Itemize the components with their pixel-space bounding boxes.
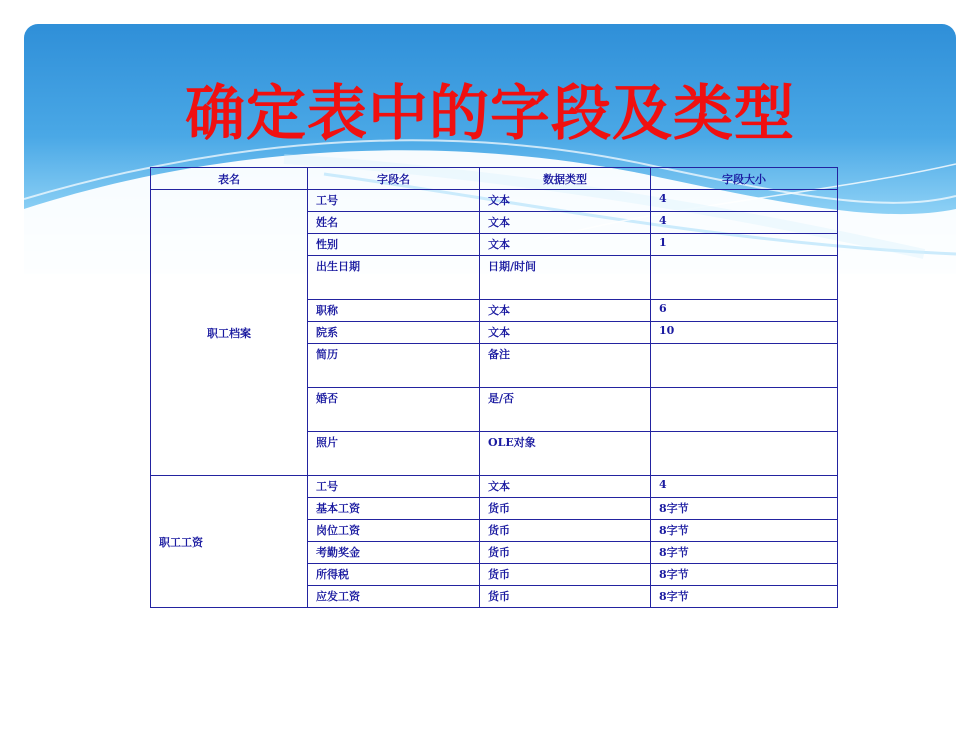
type-cell: 日期/时间 [480,256,651,300]
size-cell: 8字节 [651,564,838,586]
header-table-name: 表名 [151,168,308,190]
size-cell [651,256,838,300]
type-cell: 文本 [480,322,651,344]
field-cell: 简历 [308,344,480,388]
field-cell: 考勤奖金 [308,542,480,564]
field-cell: 职称 [308,300,480,322]
type-cell: 文本 [480,300,651,322]
field-cell: 工号 [308,476,480,498]
field-cell: 出生日期 [308,256,480,300]
table-row [151,476,838,498]
size-cell: 8字节 [651,520,838,542]
type-cell: 货币 [480,586,651,608]
size-cell [651,388,838,432]
header-data-type: 数据类型 [480,168,651,190]
header-field-name: 字段名 [308,168,480,190]
type-cell: 文本 [480,212,651,234]
type-cell: 是/否 [480,388,651,432]
table-row [151,190,838,212]
table-name-cell: 职工工资 [151,476,308,608]
type-cell: 备注 [480,344,651,388]
type-cell: 文本 [480,234,651,256]
type-cell: 文本 [480,476,651,498]
size-cell: 4 [651,476,838,498]
field-cell: 婚否 [308,388,480,432]
type-cell: 货币 [480,498,651,520]
field-cell: 所得税 [308,564,480,586]
table-header-row [151,168,838,190]
size-cell: 4 [651,190,838,212]
field-cell: 基本工资 [308,498,480,520]
size-cell: 6 [651,300,838,322]
field-cell: 岗位工资 [308,520,480,542]
size-cell: 8字节 [651,498,838,520]
field-cell: 照片 [308,432,480,476]
type-cell: OLE对象 [480,432,651,476]
table-name-cell: 职工档案 [151,190,308,476]
page-title: 确定表中的字段及类型 [185,79,795,149]
size-cell [651,344,838,388]
field-cell: 院系 [308,322,480,344]
size-cell: 8字节 [651,542,838,564]
size-cell: 10 [651,322,838,344]
type-cell: 货币 [480,564,651,586]
field-cell: 应发工资 [308,586,480,608]
size-cell: 8字节 [651,586,838,608]
type-cell: 文本 [480,190,651,212]
header-field-size: 字段大小 [651,168,838,190]
field-table [150,167,838,608]
type-cell: 货币 [480,520,651,542]
field-cell: 姓名 [308,212,480,234]
type-cell: 货币 [480,542,651,564]
size-cell: 4 [651,212,838,234]
size-cell: 1 [651,234,838,256]
field-cell: 性别 [308,234,480,256]
field-cell: 工号 [308,190,480,212]
size-cell [651,432,838,476]
